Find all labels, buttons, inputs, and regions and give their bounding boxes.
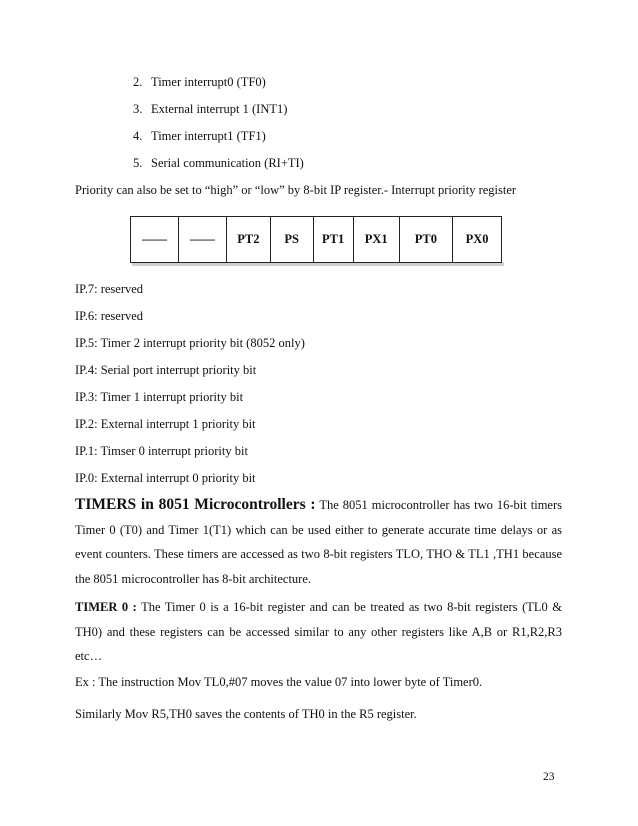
priority-intro: Priority can also be set to “high” or “low” by 8-bit IP register.- Interrupt priority register [75, 183, 517, 197]
timer0-body: The Timer 0 is a 16-bit register and can be treated as two 8-bit registers (TL0 & TH0) and these registers can be accessed similar to any other registers like A,B or R1,R2,R3 etc… [75, 600, 562, 663]
timers-heading: TIMERS in 8051 Microcontrollers : [75, 496, 316, 513]
ip-bit-desc: IP.3: Timer 1 interrupt priority bit [75, 390, 244, 404]
timers-paragraph [75, 493, 562, 591]
ip-bit-desc: IP.6: reserved [75, 309, 144, 323]
register-bit-cell: PT2 [226, 217, 270, 263]
list-text: Serial communication (RI+TI) [151, 156, 304, 170]
register-bit-cell: PS [270, 217, 313, 263]
example-line-2: Similarly Mov R5,TH0 saves the contents of TH0 in the R5 register. [75, 707, 417, 721]
register-bit-cell: PT1 [313, 217, 353, 263]
list-text: Timer interrupt1 (TF1) [151, 129, 266, 143]
list-text: Timer interrupt0 (TF0) [151, 75, 266, 89]
list-item [133, 129, 266, 144]
ip-bit-desc: IP.5: Timer 2 interrupt priority bit (8052 only) [75, 336, 305, 350]
register-bit-cell: —— [178, 217, 226, 263]
list-item [133, 102, 287, 117]
list-number: 2. [133, 75, 143, 89]
ip-bit-desc: IP.7: reserved [75, 282, 144, 296]
list-number: 3. [133, 102, 143, 116]
timers-body: The 8051 microcontroller has two 16-bit timers Timer 0 (T0) and Timer 1(T1) which can be used either to generate accurate time delays or as event counters. These timers are accessed as two 8-bit registers TLO, THO & TL1 ,TH1 because the 8051 microcontroller has 8-bit architecture. [75, 498, 562, 586]
example-line-1: Ex : The instruction Mov TL0,#07 moves the value 07 into lower byte of Timer0. [75, 675, 483, 689]
ip-register-table [130, 216, 502, 263]
timer0-heading: TIMER 0 : [75, 600, 137, 614]
page-number: 23 [543, 771, 555, 783]
ip-bit-desc: IP.0: External interrupt 0 priority bit [75, 471, 256, 485]
ip-bit-desc: IP.4: Serial port interrupt priority bit [75, 363, 257, 377]
timer0-paragraph [75, 595, 562, 669]
list-item [133, 156, 304, 171]
ip-bit-desc: IP.1: Timser 0 interrupt priority bit [75, 444, 248, 458]
list-item [133, 75, 266, 90]
register-bit-cell: PX1 [353, 217, 399, 263]
list-number: 4. [133, 129, 143, 143]
register-bit-cell: PT0 [399, 217, 453, 263]
ip-bit-desc: IP.2: External interrupt 1 priority bit [75, 417, 256, 431]
list-number: 5. [133, 156, 143, 170]
register-bit-cell: —— [131, 217, 179, 263]
register-bit-cell: PX0 [453, 217, 502, 263]
list-text: External interrupt 1 (INT1) [151, 102, 288, 116]
